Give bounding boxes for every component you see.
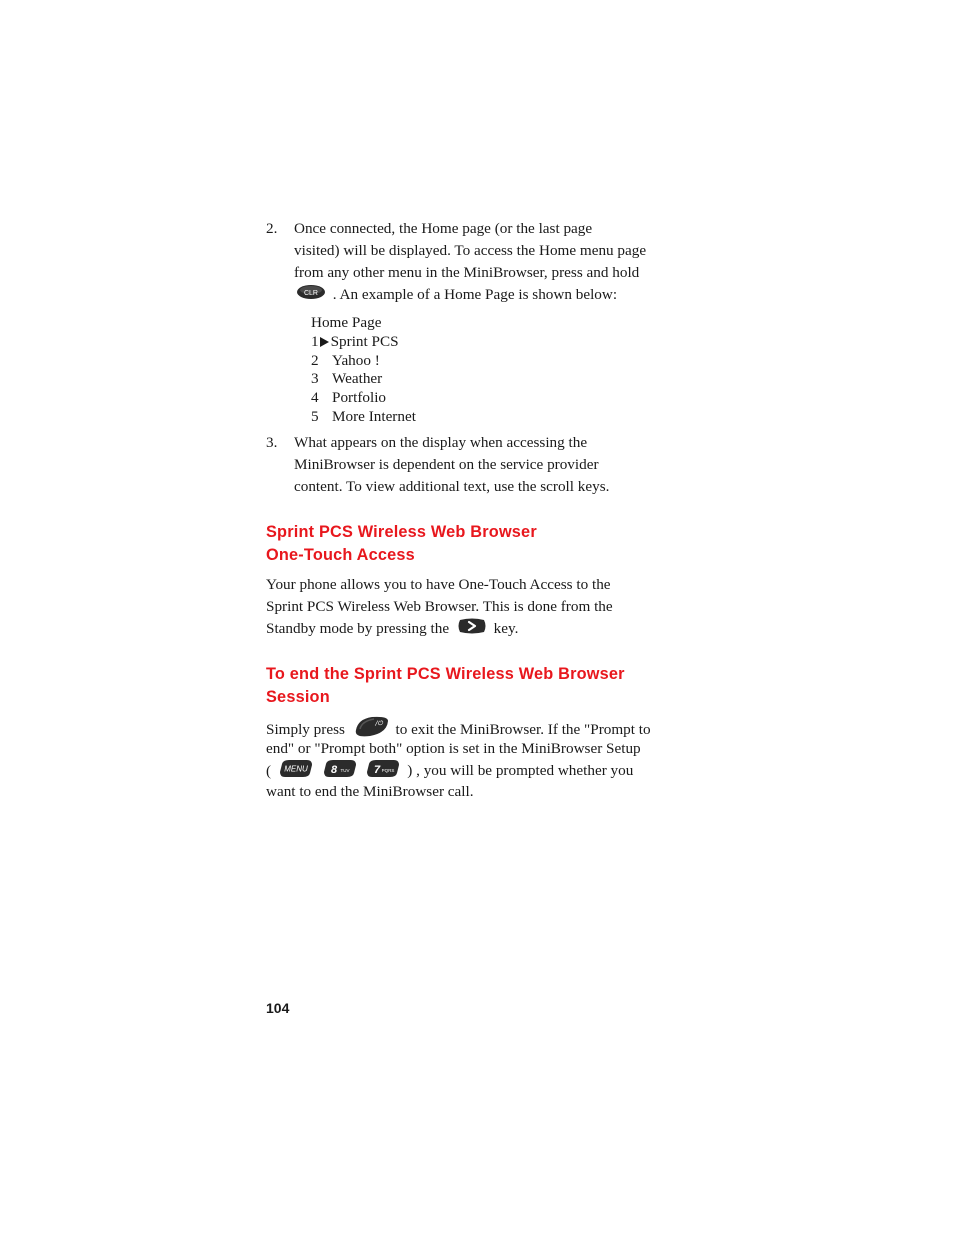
home-menu-item bbox=[311, 370, 416, 389]
step-3-line-3: content. To view additional text, use the scroll keys. bbox=[294, 478, 610, 495]
home-menu-item-label: More Internet bbox=[332, 407, 416, 425]
step-3-number: 3. bbox=[266, 434, 278, 451]
key-7-digit: 7 bbox=[374, 764, 381, 776]
home-menu-item-number: 3 bbox=[311, 370, 319, 388]
page-number: 104 bbox=[266, 1000, 290, 1016]
section-heading-end-session-line-2: Session bbox=[266, 688, 330, 706]
home-menu-item-label: Yahoo ! bbox=[332, 351, 380, 369]
home-menu-item bbox=[311, 333, 416, 352]
one-touch-body-key-word: key. bbox=[493, 619, 519, 637]
section-heading-one-touch-line-2: One-Touch Access bbox=[266, 546, 415, 564]
key-8-letters: TUV bbox=[340, 768, 350, 773]
clr-key-label: CLR bbox=[303, 290, 319, 298]
step-2-line-1: Once connected, the Home page (or the last page bbox=[294, 220, 593, 237]
end-session-body-line-2: end" or "Prompt both" option is set in the MiniBrowser Setup bbox=[266, 740, 641, 757]
step-2-line-2: visited) will be displayed. To access the Home menu page bbox=[294, 242, 647, 259]
selection-arrow-icon bbox=[320, 337, 329, 347]
home-menu-item-number: 5 bbox=[311, 407, 319, 425]
step-2-line-3: from any other menu in the MiniBrowser, press and hold bbox=[294, 264, 640, 281]
key-8-digit: 8 bbox=[330, 764, 337, 776]
step-2-line-4 bbox=[296, 284, 617, 307]
home-menu-item-number: 2 bbox=[311, 351, 319, 369]
end-session-body-pre: Simply press bbox=[266, 720, 345, 738]
end-session-body-line-3-text: ) , you will be prompted whether you bbox=[407, 762, 634, 780]
paren-open: ( bbox=[266, 762, 272, 780]
one-touch-body-text: Standby mode by pressing the bbox=[266, 619, 450, 637]
home-menu-item-number: 4 bbox=[311, 389, 319, 407]
svg-text:/⏻: /⏻ bbox=[375, 719, 383, 727]
home-menu-item bbox=[311, 408, 416, 427]
clr-key-icon bbox=[296, 284, 326, 307]
one-touch-body-line-2: Sprint PCS Wireless Web Browser. This is done from the bbox=[266, 598, 613, 615]
section-heading-one-touch-line-1: Sprint PCS Wireless Web Browser bbox=[266, 523, 537, 541]
step-2-line-4-text: . An example of a Home Page is shown below: bbox=[332, 286, 618, 303]
step-3-line-1: What appears on the display when accessing the bbox=[294, 434, 588, 451]
home-menu-item-label: Sprint PCS bbox=[330, 332, 399, 350]
home-menu-item bbox=[311, 352, 416, 371]
section-heading-end-session-line-1: To end the Sprint PCS Wireless Web Browser bbox=[266, 665, 625, 683]
right-nav-key-icon bbox=[457, 617, 487, 642]
step-2-number: 2. bbox=[266, 220, 278, 237]
home-menu-title: Home Page bbox=[311, 314, 382, 331]
home-menu-item-number: 1 bbox=[311, 332, 319, 350]
key-7-letters: PQRS bbox=[382, 768, 395, 773]
home-menu-item bbox=[311, 389, 416, 408]
end-session-body-post: to exit the MiniBrowser. If the "Prompt to bbox=[395, 720, 651, 738]
end-session-body-line-4: want to end the MiniBrowser call. bbox=[266, 783, 474, 800]
one-touch-body-line-3 bbox=[266, 617, 518, 642]
home-page-menu-example bbox=[311, 314, 416, 427]
menu-key-label: MENU bbox=[284, 764, 308, 774]
step-3-line-2: MiniBrowser is dependent on the service provider bbox=[294, 456, 599, 473]
home-menu-item-label: Weather bbox=[332, 370, 383, 388]
home-menu-item-label: Portfolio bbox=[332, 389, 387, 407]
one-touch-body-line-1: Your phone allows you to have One-Touch Access to the bbox=[266, 576, 611, 593]
